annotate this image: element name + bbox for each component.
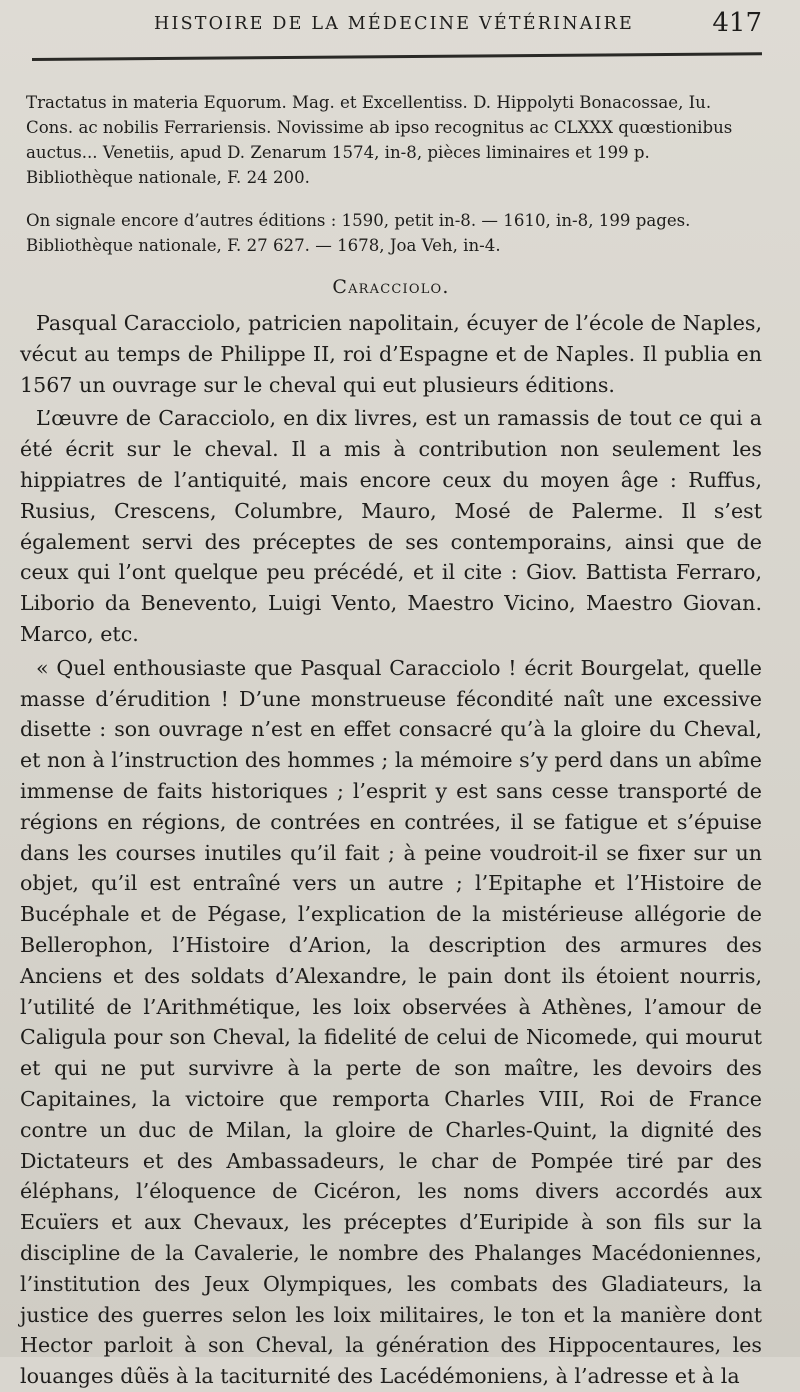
running-title: HISTOIRE DE LA MÉDECINE VÉTÉRINAIRE	[154, 14, 635, 34]
bibliography-entry: Tractatus in materia Equorum. Mag. et Excellentiss. D. Hippolyti Bonacossae, Iu. Cons. ac nobilis Ferrariensis. Novissime ab ipso recognitus ac CLXXX quœstionibus auctus... Venetiis, apud D. Zenarum 1574, in-8, pièces liminaires et 199 p. Bibliothèque nationale, F. 24 200.	[26, 93, 733, 187]
running-header	[20, 0, 762, 56]
body-text	[20, 308, 762, 1392]
paragraph: « Quel enthousiaste que Pasqual Caracciolo ! écrit Bourgelat, quelle masse d’érudition ! D’une monstrueuse fécondité naît une excessive disette : son ouvrage n’est en effet consacré qu’à la gloire du Cheval, et non à l’instruction des hommes ; la mémoire s’y perd dans un abîme immense de faits historiques ; l’esprit y est sans cesse transporté de régions en régions, de contrées en contrées, il se fatigue et s’épuise dans les courses inutiles qu’il fait ; à peine voudroit-il se fixer sur un objet, qu’il est entraîné vers un autre ; l’Epitaphe et l’Histoire de Bucéphale et de Pégase, l’explication de la mistérieuse allégorie de Bellerophon, l’Histoire d’Arion, la description des armures des Anciens et des soldats d’Alexandre, le pain dont ils étoient nourris, l’utilité de l’Arithmétique, les loix observées à Athènes, l’amour de Caligula pour son Cheval, la fidelité de celui de Nicomede, qui mourut et qui ne put survivre à la perte de son maître, les devoirs des Capitaines, la victoire que remporta Charles VIII, Roi de France contre un duc de Milan, la gloire de Charles-Quint, la dignité des Dictateurs et des Ambassadeurs, le char de Pompée tiré par des éléphans, l’éloquence de Cicéron, les noms divers accordés aux Ecuïers et aux Chevaux, les préceptes d’Euripide à son fils sur la discipline de la Cavalerie, le nombre des Phalanges Macédoniennes, l’institution des Jeux Olympiques, les combats des Gladiateurs, la justice des guerres selon les loix militaires, le ton et la manière dont Hector parloit à son Cheval, la génération des Hippocentaures, les louanges dûës à la taciturnité des Lacédémoniens, à l’adresse et à la	[20, 655, 762, 1389]
page-number: 417	[712, 8, 762, 38]
section-heading: Caracciolo.	[332, 276, 450, 298]
paragraph: L’œuvre de Caracciolo, en dix livres, est un ramassis de tout ce qui a été écrit sur le cheval. Il a mis à contribution non seulement les hippiatres de l’antiquité, mais encore ceux du moyen âge : Ruffus, Rusius, Crescens, Columbre, Mauro, Mosé de Palerme. Il s’est également servi des préceptes de ses contemporains, ainsi que de ceux qui l’ont quelque peu précédé, et il cite : Giov. Battista Ferraro, Liborio da Benevento, Luigi Vento, Maestro Vicino, Maestro Giovan. Marco, etc.	[20, 406, 762, 646]
bibliography-block	[20, 56, 762, 258]
bibliography-entry: On signale encore d’autres éditions : 1590, petit in-8. — 1610, in-8, 199 pages. Bibliothèque nationale, F. 27 627. — 1678, Joa Veh, in-4.	[26, 211, 691, 255]
paragraph: Pasqual Caracciolo, patricien napolitain, écuyer de l’école de Naples, vécut au temps de Philippe II, roi d’Espagne et de Naples. Il publia en 1567 un ouvrage sur le cheval qui eut plusieurs éditions.	[20, 311, 762, 397]
